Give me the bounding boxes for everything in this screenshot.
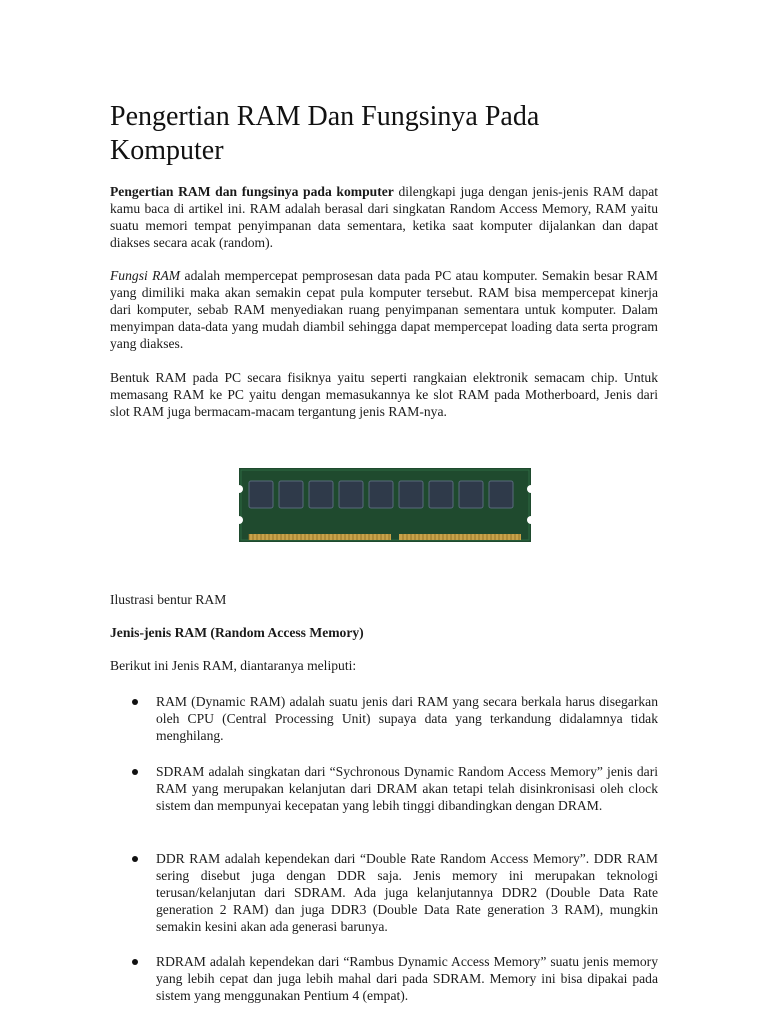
- bullet-icon: [132, 959, 138, 965]
- bullet-icon: [132, 856, 138, 862]
- figure-caption: Ilustrasi bentur RAM: [110, 592, 227, 607]
- fungsi-italic-phrase: Fungsi RAM: [110, 268, 181, 283]
- list-item: [156, 693, 658, 744]
- bentuk-paragraph: Bentuk RAM pada PC secara fisiknya yaitu seperti rangkaian elektronik semacam chip. Untuk memasang RAM ke PC yaitu dengan memasukannya ke slot RAM pada Motherboard, Jenis dari slot RAM juga bermacam-macam tergantung jenis RAM-nya.: [110, 370, 658, 419]
- ram-chip: [429, 481, 453, 508]
- ram-chip: [369, 481, 393, 508]
- ram-chip: [399, 481, 423, 508]
- bullet-icon: [132, 769, 138, 775]
- intro-text: dilengkapi juga dengan jenis-jenis RAM dapat kamu baca di artikel ini. RAM adalah berasal dari singkatan Random Access Memory, RAM yaitu suatu memori tempat penyimpanan data sementara, ketika saat komputer dijalankan dan dapat diakses secara acak (random).: [110, 184, 659, 250]
- page-title: Pengertian RAM Dan Fungsinya Pada Komputer: [110, 101, 540, 166]
- ram-chip: [309, 481, 333, 508]
- list-item-text: SDRAM adalah singkatan dari “Sychronous Dynamic Random Access Memory” jenis dari RAM yang merupakan kelanjutan dari DRAM akan tetapi telah disinkronisasi oleh clock sistem dan mempunyai kecepatan yang lebih tinggi dibandingkan dengan DRAM.: [156, 764, 658, 813]
- ram-chip: [489, 481, 513, 508]
- ram-chip: [339, 481, 363, 508]
- ram-chip: [249, 481, 273, 508]
- ram-chip: [279, 481, 303, 508]
- ram-module-illustration: [239, 468, 531, 542]
- bullet-icon: [132, 699, 138, 705]
- ram-contacts: [249, 534, 521, 540]
- list-item: [156, 850, 658, 935]
- ram-chip: [459, 481, 483, 508]
- list-intro: Berikut ini Jenis RAM, diantaranya meliputi:: [110, 658, 357, 673]
- fungsi-text: adalah mempercepat pemprosesan data pada PC atau komputer. Semakin besar RAM yang dimiliki maka akan semakin cepat pula komputer tersebut. RAM bisa mempercepat kinerja dari komputer, sebab RAM menyediakan ruang penyimpanan sementara untuk komputer. Dalam menyimpan data-data yang mudah diambil sehingga dapat mempercepat loading data serta program yang diakses.: [110, 268, 659, 351]
- list-item-text: RDRAM adalah kependekan dari “Rambus Dynamic Access Memory” suatu jenis memory yang lebih cepat dan juga lebih mahal dari pada SDRAM. Memory ini bisa dipakai pada sistem yang menggunakan Pentium 4 (empat).: [156, 954, 658, 1003]
- list-item-text: DDR RAM adalah kependekan dari “Double Rate Random Access Memory”. DDR RAM sering disebut juga dengan DDR saja. Jenis memory ini merupakan teknologi terusan/kelanjutan dari SDRAM. Ada juga kelanjutannya DDR2 (Double Data Rate generation 2 RAM) dan juga DDR3 (Double Data Rate generation 3 RAM), mungkin semakin kesini akan ada generasi barunya.: [156, 851, 658, 934]
- list-item: [156, 763, 658, 814]
- list-item-text: RAM (Dynamic RAM) adalah suatu jenis dari RAM yang secara berkala harus disegarkan oleh CPU (Central Processing Unit) supaya data yang terkandung didalamnya tidak menghilang.: [156, 694, 658, 743]
- list-item: [156, 953, 658, 1004]
- intro-bold-phrase: Pengertian RAM dan fungsinya pada komputer: [110, 184, 394, 199]
- ram-chips: [249, 481, 513, 508]
- section-heading: Jenis-jenis RAM (Random Access Memory): [110, 625, 364, 640]
- fungsi-paragraph: [110, 267, 658, 352]
- intro-paragraph: [110, 183, 658, 251]
